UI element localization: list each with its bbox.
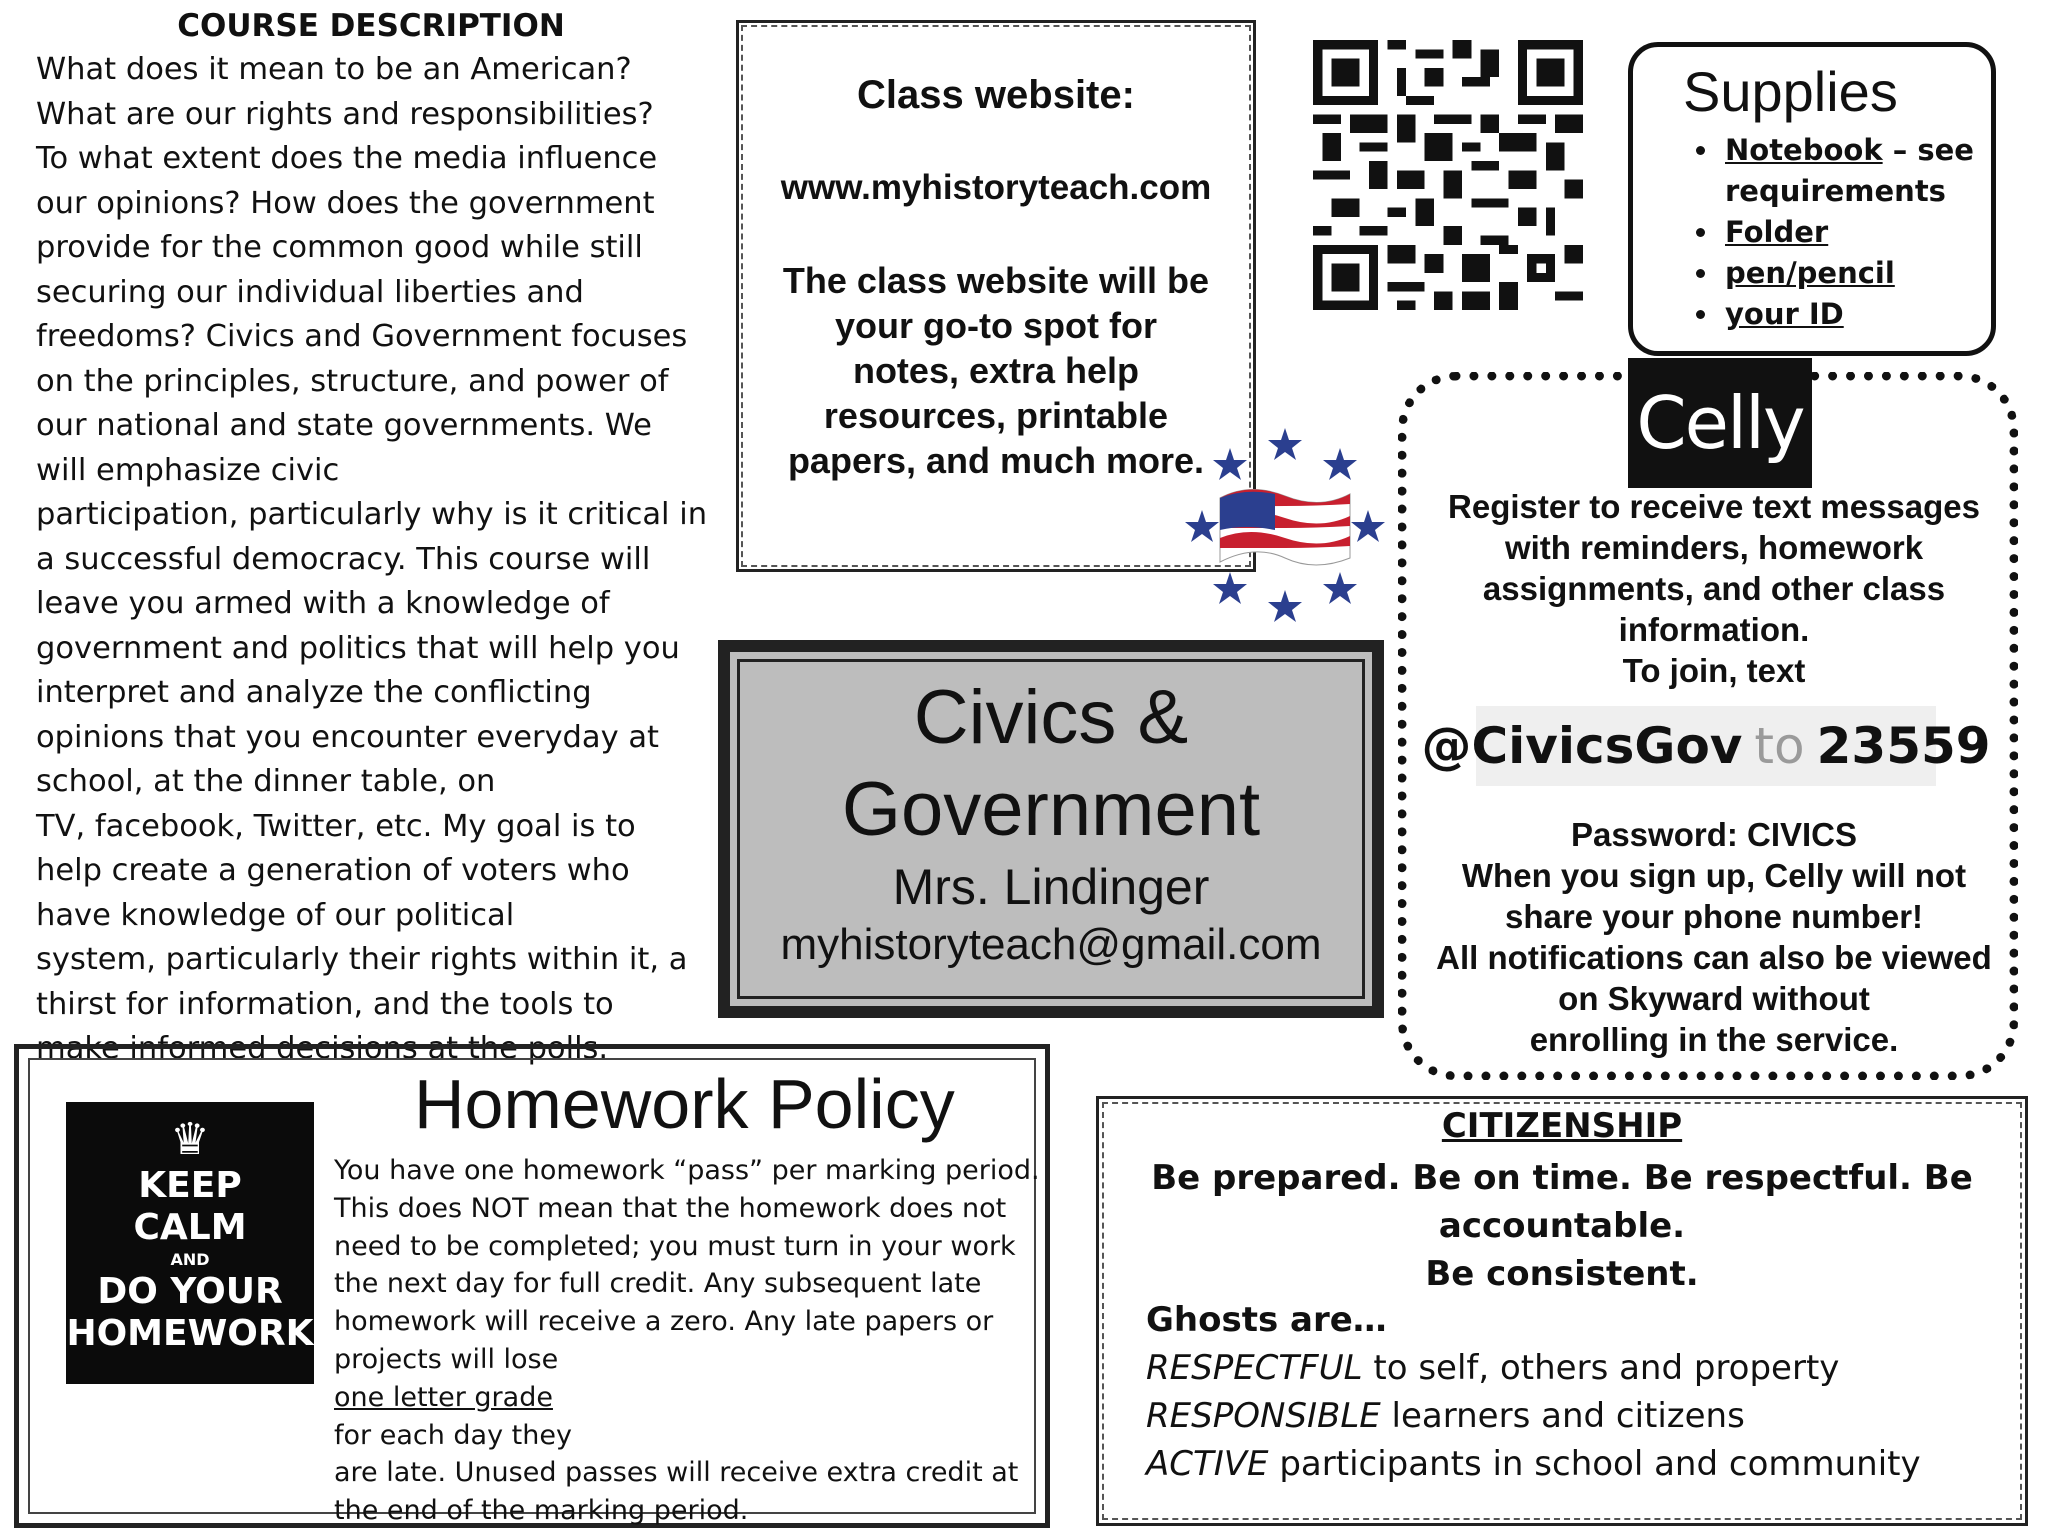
trait-word: RESPONSIBLE <box>1146 1396 1381 1436</box>
qr-code-icon[interactable] <box>1296 40 1600 310</box>
trait-row <box>1146 1440 2006 1488</box>
supply-item-name: Folder <box>1725 215 1829 249</box>
citizenship-rule: accountable. <box>1438 1206 1686 1246</box>
celly-logo-text: Celly <box>1636 381 1804 465</box>
homework-line: This does NOT mean that the homework does not <box>334 1192 1007 1224</box>
homework-line: homework will receive a zero. Any late papers or <box>334 1306 994 1338</box>
course-line: government and politics that will help you <box>36 630 680 666</box>
celly-password-info <box>1418 814 2010 1060</box>
course-line: will emphasize civic <box>36 452 340 488</box>
celly-line: share your phone number! <box>1504 898 1924 935</box>
celly-to: to <box>1754 717 1805 775</box>
supply-item-name: your ID <box>1725 297 1844 331</box>
celly-handle: @CivicsGov <box>1421 717 1743 775</box>
teacher-email[interactable]: myhistoryteach@gmail.com <box>780 920 1322 969</box>
class-website-title: Class website: <box>857 73 1135 117</box>
citizenship-rule: Be consistent. <box>1425 1254 1699 1294</box>
trait-description: participants in school and community <box>1268 1444 1921 1484</box>
trait-word: RESPECTFUL <box>1146 1348 1363 1388</box>
course-line: system, particularly their rights within it, a <box>36 942 688 977</box>
celly-join-code <box>1421 706 1991 786</box>
homework-line: You have one homework “pass” per marking period. <box>334 1155 1040 1186</box>
poster-text: HOMEWORK <box>66 1313 314 1354</box>
course-line: participation, particularly why is it critical in <box>36 497 708 532</box>
course-line: school, at the dinner table, on <box>36 764 496 799</box>
course-description-text <box>36 48 716 1072</box>
supply-item <box>1721 253 1991 294</box>
supply-item-name: Notebook <box>1725 133 1883 167</box>
celly-line: All notifications can also be viewed <box>1436 939 1992 976</box>
citizenship-title: CITIZENSHIP <box>1441 1106 1683 1146</box>
homework-line-part: projects will lose <box>334 1343 559 1375</box>
course-line: on the principles, structure, and power of <box>36 363 669 399</box>
homework-policy-title: Homework Policy <box>414 1065 955 1143</box>
celly-line: Register to receive text messages <box>1448 488 1980 525</box>
course-line: freedoms? Civics and Government focuses <box>36 319 688 354</box>
supply-item <box>1721 294 1991 335</box>
course-line: have knowledge of our political <box>36 897 515 933</box>
supply-item-name: pen/pencil <box>1725 256 1895 290</box>
citizenship-rules <box>1096 1154 2028 1298</box>
course-line: securing our individual liberties and <box>36 274 584 310</box>
american-flag-icon <box>1180 420 1390 630</box>
course-line: To what extent does the media influence <box>36 141 658 176</box>
supply-item <box>1721 212 1991 253</box>
course-line: opinions that you encounter everyday at <box>36 719 660 755</box>
keep-calm-poster <box>66 1102 314 1384</box>
course-line: help create a generation of voters who <box>36 853 630 888</box>
celly-password: Password: CIVICS <box>1570 816 1858 853</box>
celly-line: on Skyward without <box>1558 980 1870 1017</box>
course-description-heading: COURSE DESCRIPTION <box>177 8 565 44</box>
celly-number: 23559 <box>1816 717 1991 775</box>
course-line: TV, facebook, Twitter, etc. My goal is to <box>36 808 636 844</box>
teacher-name: Mrs. Lindinger <box>892 859 1210 915</box>
trait-description: learners and citizens <box>1380 1396 1745 1436</box>
poster-text: CALM <box>133 1207 247 1248</box>
course-line: a successful democracy. This course will <box>36 541 651 577</box>
course-title <box>730 672 1372 856</box>
supply-item-note: – see requirements <box>1725 133 1974 208</box>
celly-instructions <box>1418 486 2010 691</box>
citizenship-rule: Be prepared. Be on time. Be respectful. Be <box>1151 1158 1973 1198</box>
course-line: What are our rights and responsibilities? <box>36 96 654 132</box>
course-line: our opinions? How does the government <box>36 185 655 221</box>
homework-line-emphasis: one letter grade <box>334 1381 553 1413</box>
homework-line: need to be completed; you must turn in your work <box>334 1230 1016 1262</box>
celly-line: To join, text <box>1622 652 1806 689</box>
course-line: What does it mean to be an American? <box>36 52 632 87</box>
supplies-list <box>1633 130 1991 335</box>
poster-text: KEEP <box>138 1165 242 1206</box>
supplies-box <box>1628 42 1996 356</box>
homework-policy-text <box>334 1152 1040 1530</box>
course-title-line: Civics & <box>913 675 1189 760</box>
celly-line: enrolling in the service. <box>1529 1021 1899 1058</box>
course-description <box>36 8 716 1072</box>
homework-line: the next day for full credit. Any subsequent late <box>334 1268 982 1300</box>
trait-word: ACTIVE <box>1146 1444 1269 1484</box>
course-line: make informed decisions at the polls. <box>36 1031 609 1066</box>
celly-line: with reminders, homework <box>1504 529 1924 566</box>
celly-line: assignments, and other class <box>1482 570 1946 607</box>
poster-text: AND <box>170 1250 210 1269</box>
celly-line: When you sign up, Celly will not <box>1461 857 1967 894</box>
supply-item <box>1721 130 1991 212</box>
class-website-description: The class website will be your go-to spot for notes, extra help resources, printable papers, and much more. <box>782 260 1210 481</box>
course-line: thirst for information, and the tools to <box>36 986 614 1022</box>
course-line: our national and state governments. We <box>36 408 652 443</box>
course-title-banner <box>718 640 1384 1018</box>
homework-line <box>334 1341 1014 1454</box>
trait-row <box>1146 1344 2006 1392</box>
celly-logo <box>1628 358 1812 488</box>
course-line: provide for the common good while still <box>36 230 643 265</box>
poster-text: DO YOUR <box>97 1271 283 1312</box>
celly-line: information. <box>1618 611 1810 648</box>
course-line: leave you armed with a knowledge of <box>36 586 610 621</box>
homework-line-part: for each day they <box>334 1419 572 1451</box>
homework-line: the end of the marking period. <box>334 1495 749 1527</box>
supplies-title: Supplies <box>1683 60 1898 123</box>
ghosts-traits <box>1146 1296 2006 1488</box>
ghosts-heading: Ghosts are… <box>1146 1300 1387 1340</box>
crown-icon: ♛ <box>170 1114 210 1165</box>
class-website-box <box>736 20 1256 572</box>
homework-line: are late. Unused passes will receive extra credit at <box>334 1457 1019 1489</box>
trait-row <box>1146 1392 2006 1440</box>
class-website-url[interactable]: www.myhistoryteach.com <box>780 168 1212 207</box>
course-line: interpret and analyze the conflicting <box>36 675 592 710</box>
course-title-line: Government <box>841 767 1261 852</box>
trait-description: to self, others and property <box>1362 1348 1840 1388</box>
